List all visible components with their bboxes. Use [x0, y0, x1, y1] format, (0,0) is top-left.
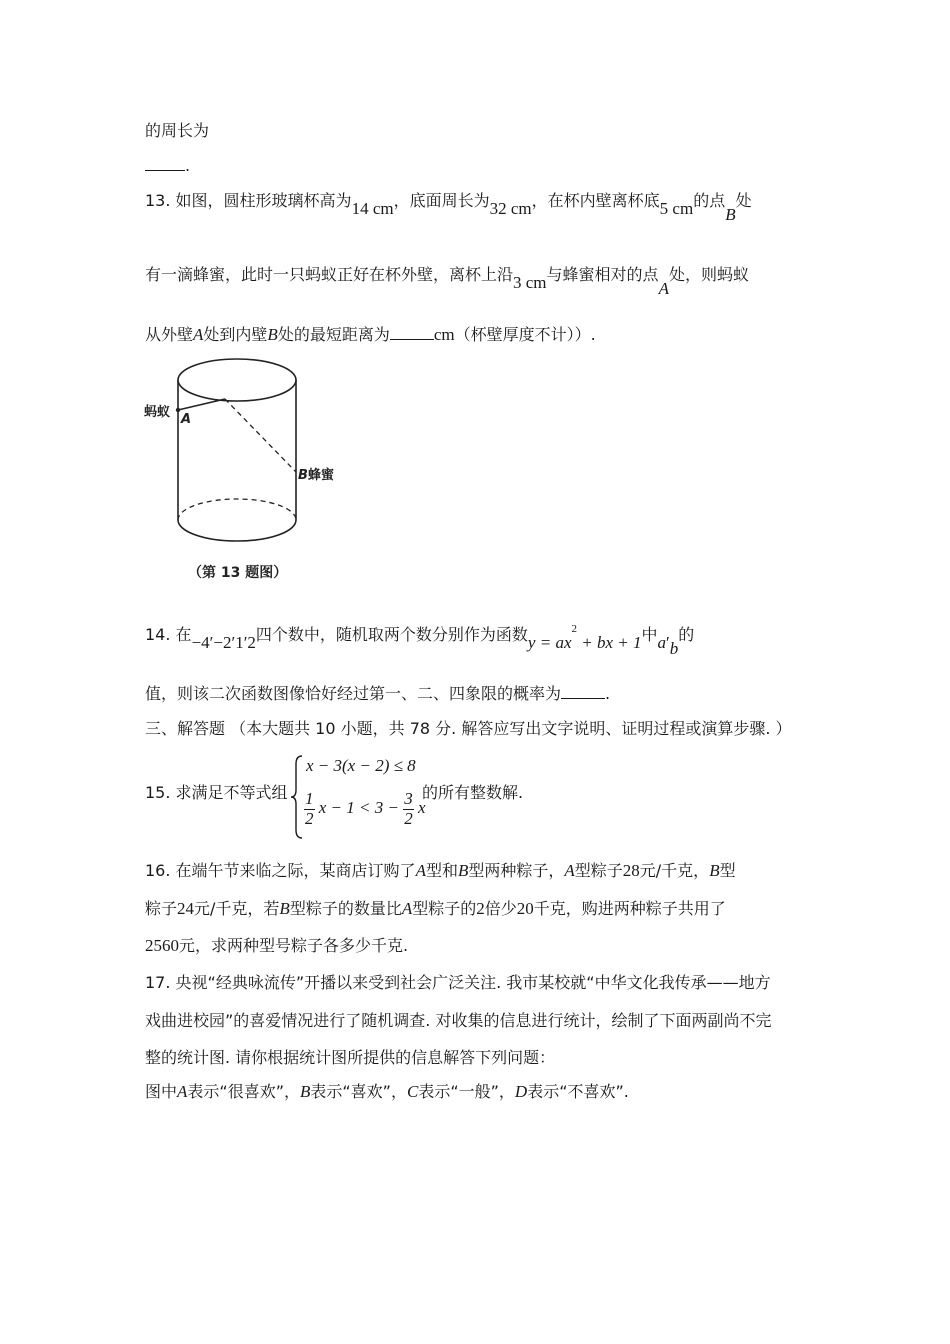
q13-number: 13. [145, 191, 171, 210]
prev-answer-blank [145, 156, 190, 175]
figure-label-a: A [181, 412, 192, 427]
answer-blank [561, 697, 605, 699]
cylinder-top-ellipse [178, 359, 296, 401]
section-3-text: 三、解答题 （本大题共 10 小题，共 78 分. 解答应写出文字说明、证明过程或演算步骤. ） [145, 719, 792, 738]
honey-label: 蜂蜜 [308, 468, 335, 483]
q17-text: 表示“一般”， [418, 1082, 515, 1101]
q17-text: 表示“喜欢”， [310, 1082, 407, 1101]
q13-circumference: 32 cm [489, 199, 532, 218]
q15-tail-text: 的所有整数解. [422, 783, 524, 802]
q16-text: 型粽子的 [412, 899, 477, 918]
q16-line-3 [145, 933, 408, 956]
q16-text: 型粽子的数量比 [289, 899, 402, 918]
ant-label: 蚂蚁 [144, 405, 171, 420]
q16-text: 型和 [425, 861, 458, 880]
q13-point-a: A [193, 325, 204, 344]
q17-line-4 [145, 1079, 629, 1102]
q14-line-1 [145, 622, 695, 658]
q16-text: 倍少 [484, 899, 517, 918]
q17-line-1 [145, 970, 771, 993]
q17-var: C [406, 1082, 419, 1101]
q14-number-value: −4 [191, 633, 210, 652]
q13-text: 处，则蚂蚁 [668, 265, 749, 284]
prev-question-tail [145, 118, 209, 141]
q15-inequality-1: x − 3(x − 2) ≤ 8 [306, 756, 416, 775]
q17-var: D [514, 1082, 528, 1101]
prev-tail-text: 的周长为 [145, 121, 210, 140]
q13-rim-distance: 3 cm [513, 273, 547, 292]
q14-exponent: 2 [571, 622, 577, 635]
q14-text: 中 [641, 625, 658, 644]
cylinder-bottom-front [178, 520, 296, 541]
q14-function: + bx + 1 [576, 633, 642, 652]
q16-text: 元/千克，若 [194, 899, 280, 918]
q14-var-a: a [657, 633, 666, 652]
q17-var: B [300, 1082, 311, 1101]
q16-text: 型 [719, 861, 736, 880]
q16-text: 元/千克， [639, 861, 710, 880]
figure-caption: （第 13 题图） [188, 565, 288, 581]
q14-function: y = ax [527, 633, 572, 652]
answer-blank [145, 170, 185, 171]
q16-number: 16. [145, 861, 171, 880]
q16-line-1 [145, 858, 736, 881]
q13-text: 处 [735, 191, 752, 210]
q13-text: ，底面周长为 [393, 191, 490, 210]
q13-text: ，在杯内壁离杯底 [531, 191, 660, 210]
q14-line-2 [145, 681, 610, 704]
q16-value: 20 [516, 899, 534, 918]
q14-text: 的 [678, 625, 695, 644]
q13-text: 的点 [693, 191, 726, 210]
q16-value: 2 [476, 899, 485, 918]
q14-separator: ′ [209, 633, 214, 652]
q13-distance: 5 cm [659, 199, 694, 218]
path-segment-inner [225, 399, 296, 472]
q14-var-b: b [669, 639, 679, 658]
q16-value: 28 [622, 861, 640, 880]
q14-number-value: 2 [247, 633, 256, 652]
q17-line-3 [145, 1045, 555, 1068]
q16-line-2 [145, 896, 726, 919]
q14-number-value: −2 [213, 633, 232, 652]
q16-var: A [415, 861, 426, 880]
q14-separator: ′ [231, 633, 236, 652]
point-a-marker [176, 408, 180, 412]
q16-var: A [564, 861, 575, 880]
q16-value: 2560 [145, 936, 179, 955]
q13-text: 与蜂蜜相对的点 [546, 265, 659, 284]
q15-line [145, 780, 288, 803]
fraction [304, 790, 315, 828]
q14-text: . [605, 684, 611, 703]
cylinder-bottom-back [178, 499, 296, 520]
q17-var: A [177, 1082, 188, 1101]
brace-icon [290, 754, 304, 840]
q17-text: 戏曲进校园”的喜爱情况进行了随机调查. 对收集的信息进行统计，绘制了下面两副尚不完 [145, 1011, 772, 1030]
prev-tail-end: . [185, 156, 191, 175]
q14-separator: ′ [666, 633, 670, 652]
fraction-denominator: 2 [404, 808, 413, 828]
q17-text: 整的统计图. 请你根据统计图所提供的信息解答下列问题： [145, 1048, 556, 1067]
q13-point-b: B [725, 205, 736, 224]
q16-var: B [279, 899, 290, 918]
q13-point-b: B [267, 325, 278, 344]
q16-var: A [401, 899, 413, 918]
q16-var: B [457, 861, 469, 880]
q13-text: 如图，圆柱形玻璃杯高为 [175, 191, 352, 210]
q13-unit: cm [433, 325, 455, 344]
q16-text: 元，求两种型号粽子各多少千克. [179, 936, 409, 955]
path-segment-outer [178, 399, 225, 410]
q16-text: 在端午节来临之际，某商店订购了 [175, 861, 416, 880]
q13-line-1 [145, 188, 752, 224]
q16-text: 粽子 [145, 899, 178, 918]
q14-text: 值，则该二次函数图像恰好经过第一、二、四象限的概率为 [145, 684, 562, 703]
q13-text: 处到内壁 [203, 325, 268, 344]
q17-text: 央视“经典咏流传”开播以来受到社会广泛关注. 我市某校就“中华文化我传承——地方 [175, 973, 771, 992]
q14-number-value: 1 [235, 633, 244, 652]
q17-line-2 [145, 1008, 771, 1031]
answer-blank [390, 338, 434, 340]
q17-text: 图中 [145, 1082, 178, 1101]
fraction-denominator: 2 [305, 808, 314, 828]
q15-number: 15. [145, 783, 171, 802]
q17-text: 表示“不喜欢”. [527, 1082, 629, 1101]
q16-text: 型两种粽子， [468, 861, 565, 880]
q15-inequality-2-mid: x − 1 < 3 − [318, 798, 399, 818]
q13-point-a: A [658, 279, 669, 298]
q15-text: 求满足不等式组 [175, 783, 288, 802]
q13-text: （杯壁厚度不计））. [454, 325, 596, 344]
q13-text: 处的最短距离为 [277, 325, 390, 344]
q15-inequality-system [290, 754, 430, 840]
q13-line-3 [145, 322, 596, 345]
q14-separator: ′ [243, 633, 248, 652]
q17-text: 表示“很喜欢”， [187, 1082, 300, 1101]
q15-inequality-2-end: x [417, 798, 426, 818]
q13-text: 从外壁 [145, 325, 194, 344]
q13-height: 14 cm [351, 199, 394, 218]
q17-number: 17. [145, 973, 171, 992]
q15-inequality-2 [304, 790, 426, 828]
q13-cylinder-figure [140, 355, 360, 590]
q16-text: 型粽子 [574, 861, 623, 880]
q13-line-2 [145, 262, 749, 298]
fraction-numerator: 1 [305, 789, 314, 808]
fraction-numerator: 3 [404, 789, 413, 808]
q16-text: 千克，购进两种粽子共用了 [533, 899, 726, 918]
fraction [403, 790, 414, 828]
q14-text: 在 [175, 625, 192, 644]
figure-label-b: B [298, 468, 308, 483]
q14-number: 14. [145, 625, 171, 644]
q13-text: 有一滴蜂蜜，此时一只蚂蚁正好在杯外壁，离杯上沿 [145, 265, 514, 284]
q16-value: 24 [177, 899, 195, 918]
q14-text: 四个数中，随机取两个数分别作为函数 [255, 625, 528, 644]
q16-var: B [709, 861, 720, 880]
q15-tail [422, 780, 523, 803]
section-3-heading [145, 716, 792, 739]
